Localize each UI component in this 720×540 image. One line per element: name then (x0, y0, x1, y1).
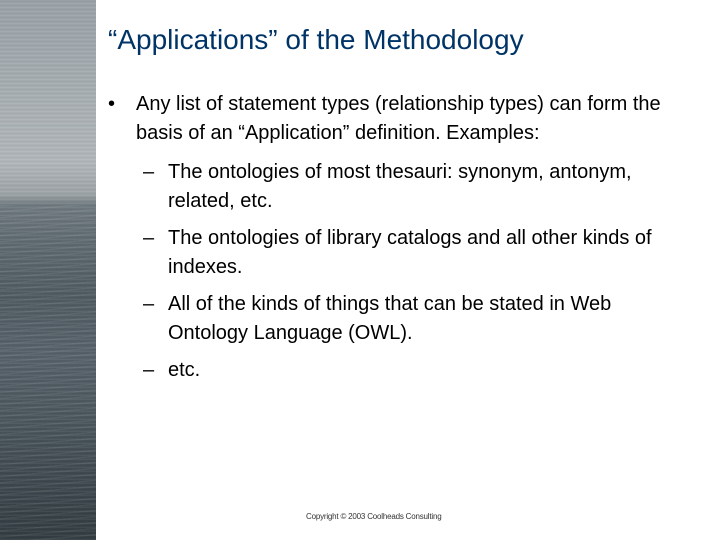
dash-marker: – (143, 161, 155, 183)
dash-marker: – (143, 293, 155, 315)
slide-title: “Applications” of the Methodology (108, 24, 524, 55)
bullet-text: Any list of statement types (relationship types) can form the basis of an “Application” definition. Examples: (136, 93, 661, 144)
sub-bullet-item (106, 158, 696, 216)
sub-bullet-text: The ontologies of most thesauri: synonym, antonym, related, etc. (168, 161, 632, 212)
seascape-background-image (0, 0, 96, 540)
sub-bullet-list (106, 158, 696, 385)
copyright-footer: Copyright © 2003 Coolheads Consulting (306, 512, 442, 521)
sub-bullet-text: etc. (168, 359, 201, 381)
dash-marker: – (143, 359, 155, 381)
slide-body (106, 90, 696, 393)
sub-bullet-item (106, 224, 696, 282)
sub-bullet-item (106, 356, 696, 385)
sub-bullet-text: All of the kinds of things that can be stated in Web Ontology Language (OWL). (168, 293, 612, 344)
bullet-item (106, 90, 696, 148)
sub-bullet-item (106, 290, 696, 348)
sub-bullet-text: The ontologies of library catalogs and all other kinds of indexes. (168, 227, 652, 278)
bullet-marker: • (108, 93, 116, 115)
dash-marker: – (143, 227, 155, 249)
